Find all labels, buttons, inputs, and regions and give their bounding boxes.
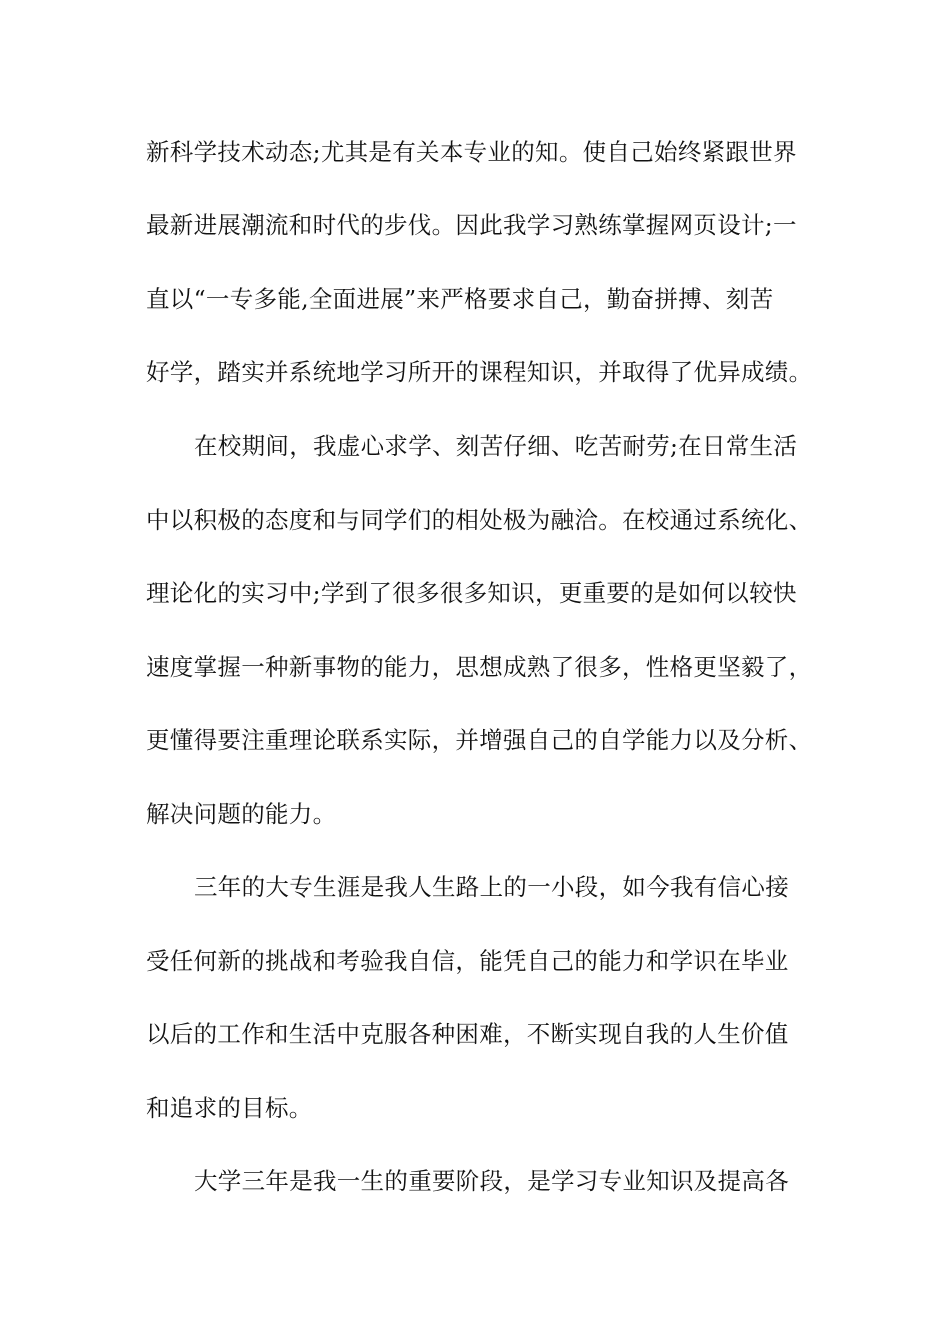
text-line: 受任何新的挑战和考验我自信，能凭自己的能力和学识在毕业 (146, 947, 789, 975)
text-line: 最新进展潮流和时代的步伐。因此我学习熟练掌握网页设计;一 (146, 211, 797, 239)
text-line: 新科学技术动态;尤其是有关本专业的知。使自己始终紧跟世界 (146, 138, 797, 166)
paragraph-first-line: 大学三年是我一生的重要阶段，是学习专业知识及提高各 (194, 1167, 789, 1195)
text-line: 解决问题的能力。 (146, 800, 337, 828)
text-line: 更懂得要注重理论联系实际，并增强自己的自学能力以及分析、 (146, 726, 813, 754)
text-line: 理论化的实习中;学到了很多很多知识，更重要的是如何以较快 (146, 579, 797, 607)
paragraph-first-line: 在校期间，我虚心求学、刻苦仔细、吃苦耐劳;在日常生活 (194, 432, 798, 460)
text-line: 中以积极的态度和与同学们的相处极为融洽。在校通过系统化、 (146, 506, 813, 534)
text-line: 以后的工作和生活中克服各种困难，不断实现自我的人生价值 (146, 1020, 789, 1048)
text-line: 好学，踏实并系统地学习所开的课程知识，并取得了优异成绩。 (146, 358, 813, 386)
text-line: 速度掌握一种新事物的能力，思想成熟了很多，性格更坚毅了， (146, 653, 813, 681)
text-line: 直以“一专多能,全面进展”来严格要求自己，勤奋拼搏、刻苦 (146, 285, 774, 313)
text-line: 和追求的目标。 (146, 1094, 313, 1122)
paragraph-first-line: 三年的大专生涯是我人生路上的一小段，如今我有信心接 (194, 873, 789, 901)
